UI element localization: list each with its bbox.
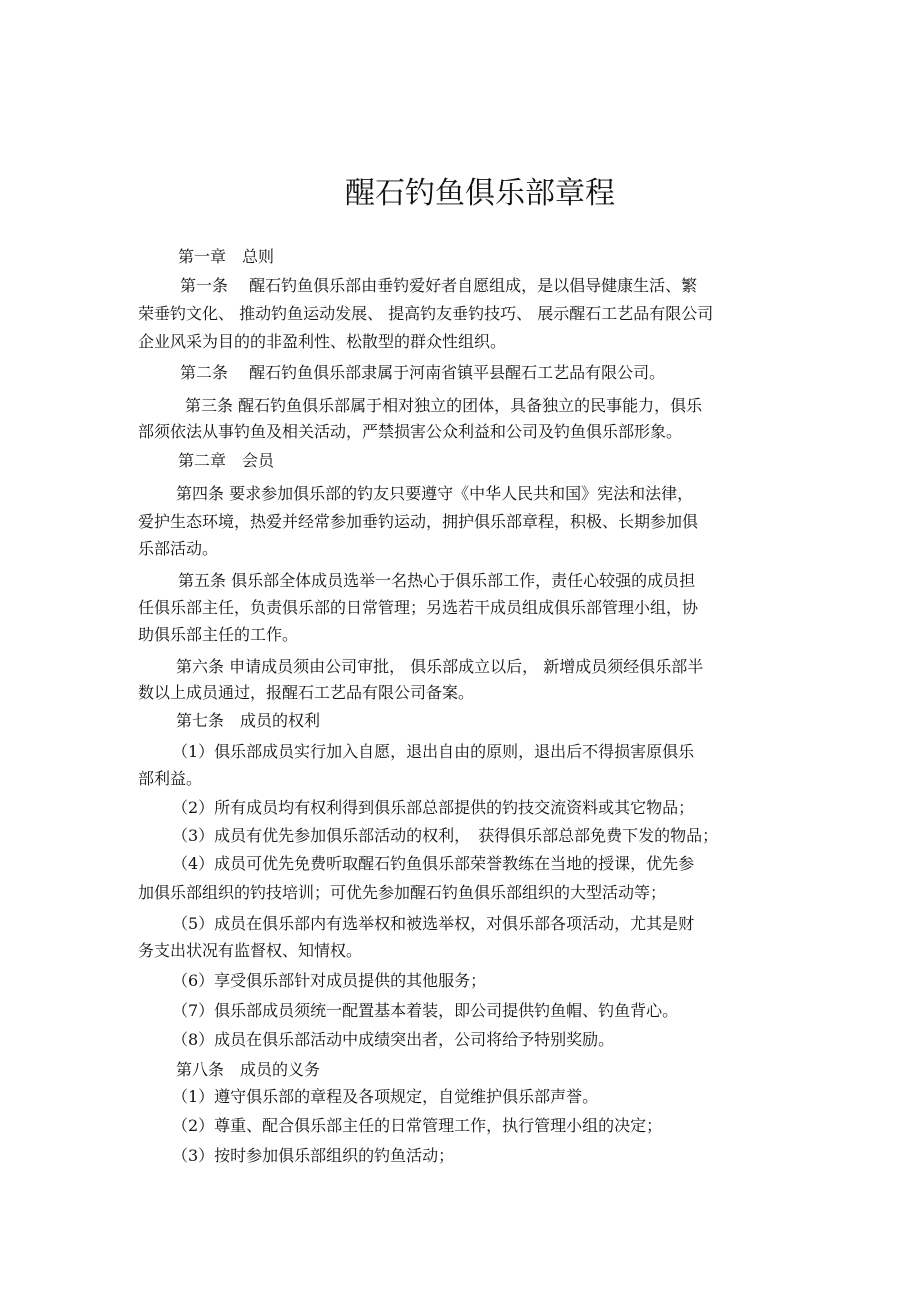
list-item: （6）享受俱乐部针对成员提供的其他服务； <box>172 971 487 990</box>
article-line: 企业风采为目的的非盈利性、松散型的群众性组织。 <box>138 332 507 351</box>
article-line: 第二条 醒石钓鱼俱乐部隶属于河南省镇平县醒石工艺品有限公司。 <box>180 363 666 382</box>
article-line: 第一条 醒石钓鱼俱乐部由垂钓爱好者自愿组成，是以倡导健康生活、繁 <box>180 276 698 295</box>
article-line: 第四条 要求参加俱乐部的钓友只要遵守《中华人民共和国》宪法和法律， <box>176 484 694 503</box>
list-item: 加俱乐部组织的钓技培训；可优先参加醒石钓鱼俱乐部组织的大型活动等； <box>138 883 667 902</box>
article-line: 任俱乐部主任，负责俱乐部的日常管理；另选若干成员组成俱乐部管理小组，协 <box>138 598 699 617</box>
list-item: （1）遵守俱乐部的章程及各项规定，自觉维护俱乐部声誉。 <box>172 1087 599 1106</box>
list-item: （8）成员在俱乐部活动中成绩突出者，公司将给予特别奖励。 <box>172 1030 615 1049</box>
list-item: （7）俱乐部成员须统一配置基本着装，即公司提供钓鱼帽、钓鱼背心。 <box>172 1001 679 1020</box>
article-line: 乐部活动。 <box>138 539 219 558</box>
list-item: （2）所有成员均有权利得到俱乐部总部提供的钓技交流资料或其它物品； <box>172 798 695 817</box>
article-line: 数以上成员通过，报醒石工艺品有限公司备案。 <box>138 683 475 702</box>
list-item: （4）成员可优先免费听取醒石钓鱼俱乐部荣誉教练在当地的授课，优先参 <box>172 854 695 873</box>
chapter-heading: 第二章 会员 <box>178 451 275 470</box>
article-line: 爱护生态环境，热爱并经常参加垂钓运动，拥护俱乐部章程，积极、长期参加俱 <box>138 512 699 531</box>
list-item: （1）俱乐部成员实行加入自愿，退出自由的原则，退出后不得损害原俱乐 <box>172 742 695 761</box>
list-item: （3）成员有优先参加俱乐部活动的权利， 获得俱乐部总部免费下发的物品； <box>172 826 719 845</box>
article-line: 荣垂钓文化、 推动钓鱼运动发展、 提高钓友垂钓技巧、 展示醒石工艺品有限公司 <box>138 304 714 323</box>
article-heading: 第八条 成员的义务 <box>176 1060 321 1079</box>
list-item: 务支出状况有监督权、知情权。 <box>138 941 363 960</box>
chapter-heading: 第一章 总则 <box>178 247 275 266</box>
list-item: （5）成员在俱乐部内有选举权和被选举权，对俱乐部各项活动，尤其是财 <box>172 914 695 933</box>
list-item: （3）按时参加俱乐部组织的钓鱼活动； <box>172 1146 455 1165</box>
article-line: 助俱乐部主任的工作。 <box>138 625 299 644</box>
list-item: （2）尊重、配合俱乐部主任的日常管理工作，执行管理小组的决定； <box>172 1116 663 1135</box>
article-line: 第三条 醒石钓鱼俱乐部属于相对独立的团体，具备独立的民事能力，俱乐 <box>185 396 703 415</box>
list-item: 部利益。 <box>138 769 203 788</box>
article-line: 第六条 申请成员须由公司审批， 俱乐部成立以后， 新增成员须经俱乐部半 <box>176 657 704 676</box>
article-line: 部须依法从事钓鱼及相关活动，严禁损害公众利益和公司及钓鱼俱乐部形象。 <box>138 422 683 441</box>
article-heading: 第七条 成员的权利 <box>176 711 321 730</box>
article-line: 第五条 俱乐部全体成员选举一名热心于俱乐部工作，责任心较强的成员担 <box>178 571 696 590</box>
document-title: 醒石钓鱼俱乐部章程 <box>345 176 615 211</box>
